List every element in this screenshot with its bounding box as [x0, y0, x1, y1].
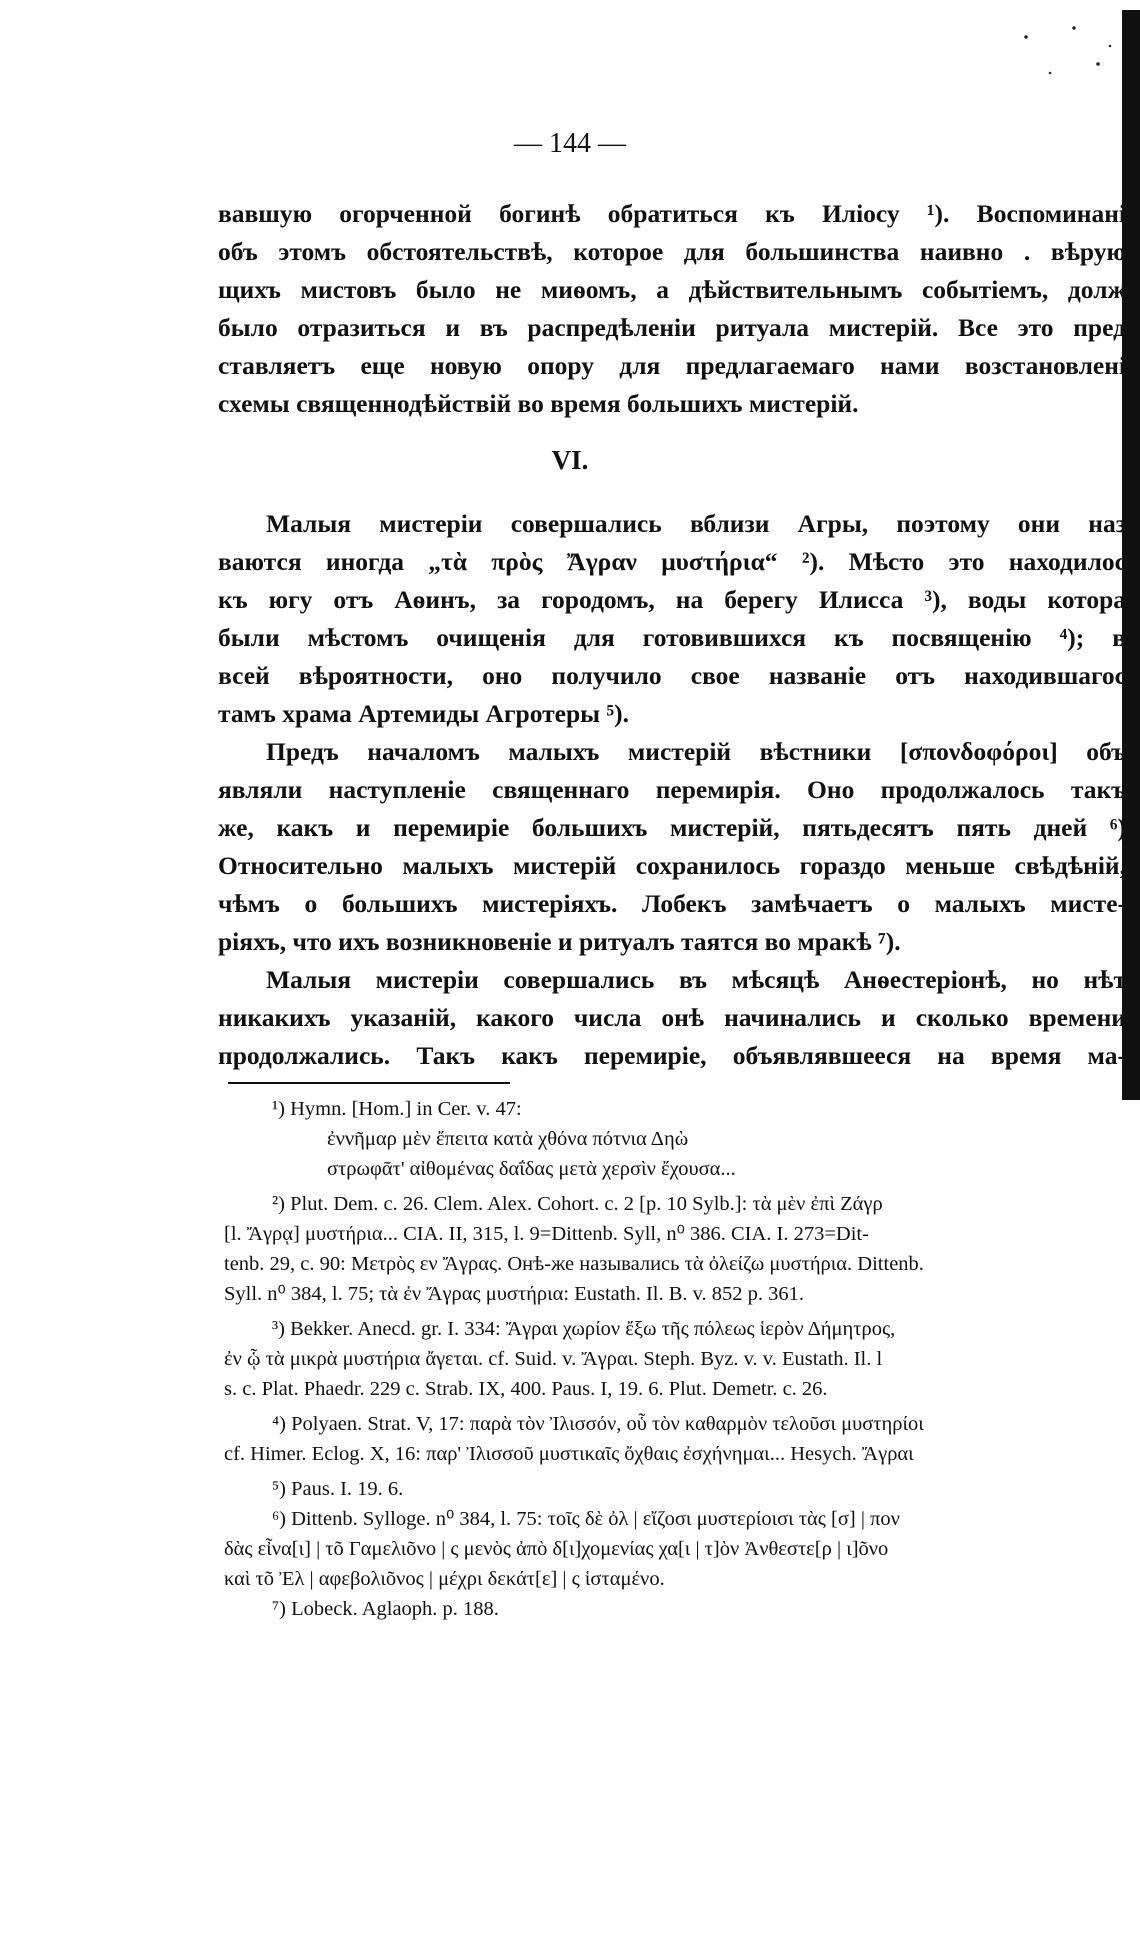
footnote-line: Syll. n⁰ 384, l. 75; τὰ ἐν Ἄγρας μυστήρια: Eustath. Il. B. v. 852 p. 361.: [224, 1283, 805, 1305]
footnote-quote-line: στρωφᾶτ' αἰθομένας δαΐδας μετὰ χερσὶν ἔχουσα...: [327, 1158, 736, 1180]
footnote-line: δὰς εἶνα[ι] | τõ Γαμελιõνο | ς μενὸς ἀπὸ δ[ι]χομενίας χα[ι | τ]ὸν Ἀνθεστε[ρ | ι]õνο: [224, 1538, 889, 1560]
text-line: было отразиться и въ распредѣленiи ритуала мистерiй. Все это пред: [218, 313, 1126, 342]
text-line: рiяхъ, что ихъ возникновенiе и ритуалъ таятся во мракѣ ⁷).: [218, 927, 901, 956]
footnote-line: καὶ τõ Ἐλ | αφεβολιõνος | μέχρι δεκάτ[ε] | ς ἱσταμένο.: [224, 1568, 665, 1590]
text-line: вавшую огорченной богинѣ обратиться къ Илiосу ¹). Воспоминанi: [218, 199, 1126, 228]
scan-edge-speckle: [1002, 10, 1122, 100]
footnote-line: ⁶) Dittenb. Sylloge. n⁰ 384, l. 75: τοῖς δὲ ὀλ | εἴζοσι μυστερίοισι τὰς [σ] | πον: [272, 1508, 900, 1530]
body-text: [218, 505, 1126, 1075]
paragraph-1: [218, 195, 1126, 423]
text-line: никакихъ указанiй, какого числа онѣ начинались и сколько времени: [218, 1003, 1126, 1032]
text-line: были мѣстомъ очищенiя для готовившихся къ посвященiю ⁴); в: [218, 623, 1126, 652]
text-line: къ югу отъ Аѳинъ, за городомъ, на берегу Илисса ³), воды котора: [218, 585, 1126, 614]
text-line: продолжались. Такъ какъ перемирiе, объявлявшееся на время ма-: [218, 1041, 1126, 1070]
text-line: тамъ храма Артемиды Агротеры ⁵).: [218, 699, 629, 728]
footnote-line: ¹) Hymn. [Hom.] in Cer. v. 47:: [272, 1098, 522, 1120]
text-line: схемы священнодѣйствiй во время большихъ мистерiй.: [218, 389, 859, 418]
footnote-line: ³) Bekker. Anecd. gr. I. 334: Ἄγραι χωρίον ἔξω τῆς πόλεως ἱερὸν Δήμητρος,: [272, 1318, 896, 1340]
footnotes: [224, 1094, 1126, 1624]
text-line: щихъ мистовъ было не миѳомъ, а дѣйствительнымъ событiемъ, долж: [218, 275, 1126, 304]
text-line: ставляетъ еще новую опору для предлагаемаго нами возстановленi: [218, 351, 1126, 380]
footnote-line: ²) Plut. Dem. c. 26. Clem. Alex. Cohort. c. 2 [p. 10 Sylb.]: τὰ μὲν ἐπὶ Ζάγρ: [272, 1193, 883, 1215]
text-line: Предъ началомъ малыхъ мистерiй вѣстники [σπονδοφόροι] объ: [266, 737, 1126, 766]
page-number: — 144 —: [514, 128, 626, 159]
footnote-line: ⁴) Polyaen. Strat. V, 17: παρὰ τὸν Ἰλισσόν, οὗ τὸν καθαρμὸν τελοῦσι μυστηρίοι: [272, 1413, 924, 1435]
text-line: же, какъ и перемирiе большихъ мистерiй, пятьдесятъ пять дней ⁶): [218, 813, 1126, 842]
text-line: объ этомъ обстоятельствѣ, которое для большинства наивно . вѣрую: [218, 237, 1126, 266]
footnote-line: ⁵) Paus. I. 19. 6.: [272, 1478, 404, 1500]
section-heading: VI.: [551, 445, 589, 475]
footnote-divider: [228, 1082, 510, 1084]
footnote-quote-line: ἐννῆμαρ μὲν ἔπειτα κατὰ χθόνα πότνια Δηὼ: [327, 1128, 689, 1150]
text-line: Относительно малыхъ мистерiй сохранилось гораздо меньше свѣдѣнiй,: [218, 851, 1126, 880]
text-line: являли наступленiе священнаго перемирiя. Оно продолжалось такъ: [218, 775, 1126, 804]
footnote-line: ἐν ᾧ τὰ μικρὰ μυστήρια ἄγεται. cf. Suid. v. Ἄγραι. Steph. Byz. v. v. Eustath. Il. l: [224, 1348, 883, 1370]
footnote-line: s. c. Plat. Phaedr. 229 c. Strab. IX, 400. Paus. I, 19. 6. Plut. Demetr. c. 26.: [224, 1378, 828, 1400]
footnote-line: tenb. 29, c. 90: Μετρὸς εν Ἄγρας. Онѣ-же назывались τὰ ὀλείζω μυστήρια. Dittenb.: [224, 1253, 924, 1275]
text-line: ваются иногда „τὰ πρὸς Ἄγραν μυστήρια“ ²). Мѣсто это находилос: [218, 547, 1126, 576]
text-line: чѣмъ о большихъ мистерiяхъ. Лобекъ замѣчаетъ о малыхъ мисте-: [218, 889, 1126, 918]
text-line: Малыя мистерiи совершались въ мѣсяцѣ Анѳестерiонѣ, но нѣт: [266, 965, 1126, 994]
footnote-line: cf. Himer. Eclog. X, 16: παρ' Ἰλισσοῦ μυστικαῖς ὄχθαις ἐσχήνημαι... Hesych. Ἄγραι: [224, 1443, 914, 1465]
text-line: Малыя мистерiи совершались вблизи Агры, поэтому они наз: [266, 509, 1126, 538]
text-line: всей вѣроятности, оно получило свое названiе отъ находившагос: [218, 661, 1126, 690]
footnote-line: [l. Ἄγρᾳ] μυστήρια... CIA. II, 315, l. 9=Dittenb. Syll, n⁰ 386. CIA. I. 273=Dit-: [224, 1223, 869, 1245]
footnote-line: ⁷) Lobeck. Aglaoph. p. 188.: [272, 1598, 499, 1620]
